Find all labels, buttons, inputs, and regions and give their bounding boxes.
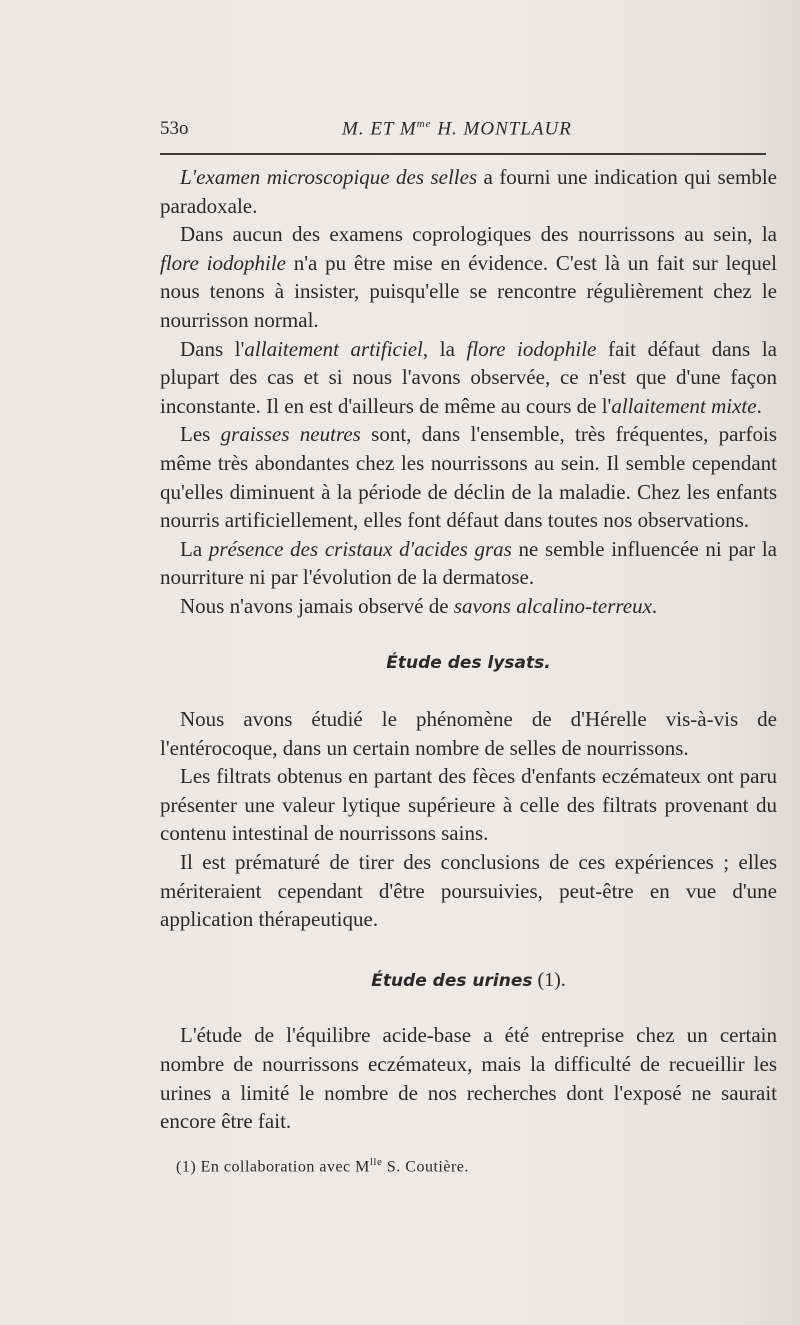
paragraph-7: Nous avons étudié le phénomène de d'Hérelle vis-à-vis de l'entérocoque, dans un certain nombre de selles de nourrissons. — [160, 707, 777, 760]
paragraph-9: Il est prématuré de tirer des conclusions de ces expériences ; elles mériteraient cependant d'être poursuivies, peut-être en vue d'une application thérapeutique. — [160, 850, 777, 932]
footnote — [176, 1156, 469, 1176]
section-heading-lysats: Étude des lysats. — [386, 652, 551, 673]
text-span: fait défaut dans la plupart des cas et si nous l'avons observée, ce n'est que d'une façon inconstante. Il en est d'ailleurs de même au cours de l' — [160, 336, 777, 418]
italic-term: présence des cristaux d'acides gras — [208, 536, 512, 561]
text-span: , la — [422, 336, 467, 361]
text-span: sont, dans l'ensemble, très fréquentes, parfois même très abondantes chez les nourrissons au sein. Il semble cependant qu'elles diminuent à la période de déclin de la maladie. Chez les enfants nourris artificiellement, elles font défaut dans toutes nos observations. — [160, 422, 777, 533]
italic-term: flore iodophile — [160, 250, 286, 275]
page-number: 53o — [160, 118, 189, 139]
page-header — [160, 116, 766, 144]
text-span: ne semble influencée ni par la nourriture ni par l'évolution de la dermatose. — [160, 536, 777, 590]
running-head — [342, 118, 572, 140]
paragraph-5 — [160, 535, 777, 592]
text-span: a fourni une indication qui semble paradoxale. — [160, 165, 777, 218]
text-span: Dans l' — [180, 336, 245, 361]
italic-term: flore iodophile — [466, 336, 597, 361]
text-span: L' — [180, 165, 197, 189]
paragraph-4 — [160, 420, 777, 534]
text-span: . — [756, 393, 762, 418]
italic-term: examen microscopique des selles — [196, 165, 478, 189]
footnote-text: (1) En collaboration avec M — [176, 1158, 370, 1176]
italic-term: allaitement artificiel — [244, 336, 423, 361]
text-span: La — [180, 536, 209, 561]
italic-term: graisses neutres — [220, 422, 361, 447]
paragraph-3 — [160, 335, 777, 421]
section-heading-urines — [160, 966, 777, 996]
text-span: Les — [180, 422, 221, 447]
text-span: Nous n'avons jamais observé de — [180, 593, 454, 618]
running-head-sup: me — [416, 118, 432, 130]
body-text — [160, 163, 777, 1136]
footnote-sup: lle — [369, 1156, 383, 1168]
paragraph-1 — [160, 163, 777, 220]
paragraph-8: Les filtrats obtenus en partant des fèces d'enfants eczémateux ont paru présenter une valeur lytique supérieure à celle des filtrats provenant du contenu intestinal de nourrissons sains. — [160, 764, 777, 846]
footnote-text: S. Coutière. — [382, 1158, 469, 1176]
text-span: Dans aucun des examens coprologiques des nourrissons au sein, la — [180, 222, 777, 247]
paragraph-10: L'étude de l'équilibre acide-base a été entreprise chez un certain nombre de nourrissons eczémateux, mais la difficulté de recueillir les urines a limité le nombre de nos recherches dont l'exposé ne saurait encore être fait. — [160, 1023, 777, 1134]
italic-term: savons alcalino-terreux — [453, 593, 652, 618]
italic-term: allaitement mixte — [611, 393, 757, 418]
header-rule — [160, 153, 766, 155]
text-span: . — [651, 593, 658, 618]
running-head-authors-b: H. MONTLAUR — [431, 118, 572, 140]
paragraph-6 — [160, 592, 777, 621]
text-span: n'a pu être mise en évidence. C'est là un fait sur lequel nous tenons à insister, puisqu'elle se rencontre régulièrement chez le nourrisson normal. — [160, 250, 777, 332]
heading-text: Étude des urines — [371, 970, 533, 991]
footnote-ref: (1). — [532, 968, 566, 991]
running-head-authors-a: M. ET M — [342, 118, 417, 140]
paragraph-2 — [160, 220, 777, 334]
